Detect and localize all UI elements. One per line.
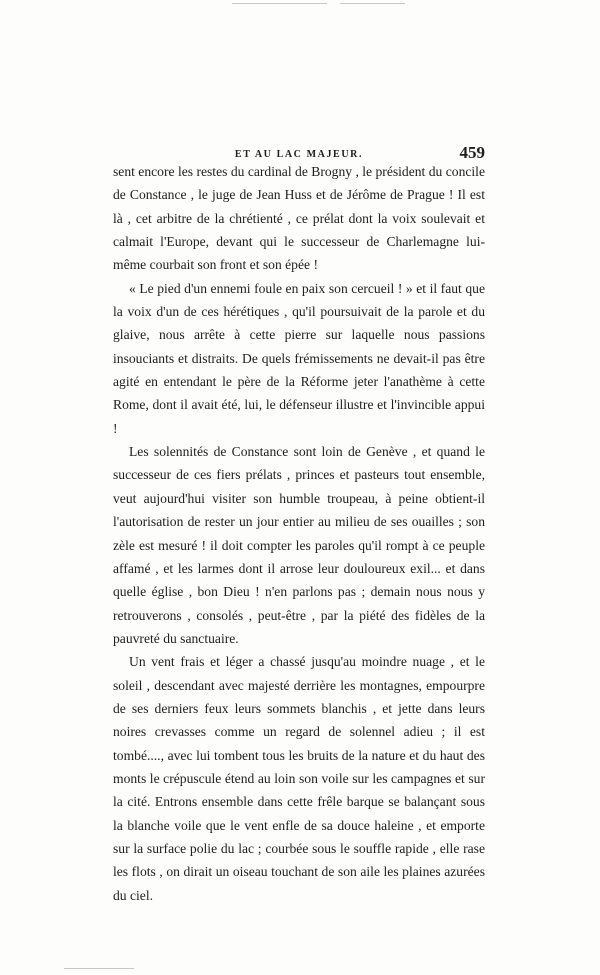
bleed-through-bottom [64,968,134,969]
bleed-through-top-right [340,3,405,4]
paragraph: « Le pied d'un ennemi foule en paix son cercueil ! » et il faut que la voix d'un de ces hérétiques , qu'il poursuivait de la parole et du glaive, nous arrête à cette pierre sur laquelle nous passions insouciants et distraits. De quels frémissements ne devait-il pas être agité en entendant le père de la Réforme jeter l'anathème à cette Rome, dont il avait été, lui, le défenseur illustre et l'invincible appui ! [113,280,485,436]
running-head: ET AU LAC MAJEUR. [234,149,364,160]
paragraph: Un vent frais et léger a chassé jusqu'au moindre nuage , et le soleil , descendant avec majesté derrière les montagnes, empourpre de ses derniers feux leurs sommets blanchis , et jette dans leurs noires crevasses comme un regard de solennel adieu ; il est tombé...., avec lui tombent tous les bruits de la nature et du haut des monts le crépuscule étend au loin son voile sur les campagnes et sur la cité. Entrons ensemble dans cette frêle barque se balançant sous la blanche voile que le vent enfle de sa douce haleine , et emporte sur la surface polie du lac ; courbée sous le souffle rapide , elle rase les flots , on dirait un oiseau touchant de son aile les plaines azurées du ciel. [113,654,485,903]
page-header [113,143,485,163]
paragraph: sent encore les restes du cardinal de Brogny , le président du concile de Constance , le juge de Jean Huss et de Jérôme de Prague ! Il est là , cet arbitre de la chrétienté , ce prélat dont la voix soulevait et calmait l'Europe, devant qui le successeur de Charlemagne lui-même courbait son front et son épée ! [113,164,485,273]
paragraph: Les solennités de Constance sont loin de Genève , et quand le successeur de ces fiers prélats , princes et pasteurs tout ensemble, veut aujourd'hui visiter son humble troupeau, à peine obtient-il l'autorisation de rester un jour entier au milieu de ses ouailles ; son zèle est mesuré ! il doit compter les paroles qu'il rompt à ce peuple affamé , et les larmes dont il arrose leur douloureux exil... et dans quelle église , bon Dieu ! n'en parlons pas ; demain nous nous y retrouverons , consolés , peut-être , par la piété des fidèles de la pauvreté du sanctuaire. [113,444,485,646]
bleed-through-top-left [232,3,327,4]
body-text [113,160,485,907]
page-number: 459 [459,143,485,162]
book-page [113,143,485,907]
